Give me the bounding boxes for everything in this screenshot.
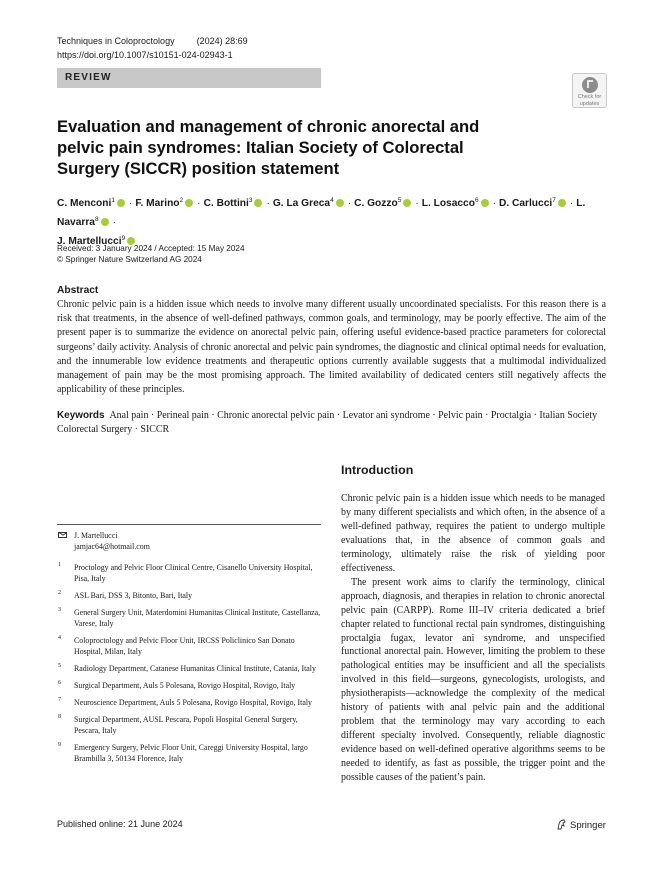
affiliation-number: 2 bbox=[58, 590, 61, 596]
author[interactable] bbox=[499, 198, 567, 209]
author-affiliation-number: 8 bbox=[94, 216, 99, 223]
keywords bbox=[57, 409, 606, 437]
affiliation-item bbox=[57, 635, 321, 657]
affiliation-list bbox=[57, 562, 321, 770]
author-separator: · bbox=[266, 198, 270, 209]
affiliation-item bbox=[57, 607, 321, 629]
author-name: L. Navarra bbox=[57, 198, 586, 228]
correspondence-name: J. Martellucci bbox=[74, 531, 118, 540]
affiliation-item bbox=[57, 742, 321, 764]
footnote-divider bbox=[57, 524, 321, 525]
orcid-icon[interactable] bbox=[481, 199, 489, 207]
author-separator: · bbox=[347, 198, 352, 209]
orcid-icon[interactable] bbox=[254, 199, 262, 207]
author-affiliation-number: 6 bbox=[474, 197, 479, 204]
author-affiliation-number: 7 bbox=[552, 197, 556, 204]
affiliation-number: 4 bbox=[58, 635, 61, 641]
author-name: D. Carlucci bbox=[498, 198, 553, 209]
affiliation-text: Emergency Surgery, Pelvic Floor Unit, Careggi University Hospital, largo Brambilla 3, 50134 Florence, Italy bbox=[74, 743, 308, 763]
affiliation-item bbox=[57, 663, 321, 674]
introduction-heading: Introduction bbox=[341, 463, 414, 477]
author-affiliation-number: 5 bbox=[397, 197, 402, 204]
author-affiliation-number: 3 bbox=[248, 197, 253, 204]
author-affiliation-number: 9 bbox=[121, 235, 126, 242]
affiliation-number: 6 bbox=[58, 680, 61, 686]
affiliation-item bbox=[57, 697, 321, 708]
affiliation-text: General Surgery Unit, Materdomini Humanitas Clinical Institute, Castellanza, Varese, Italy bbox=[74, 608, 321, 628]
orcid-icon[interactable] bbox=[117, 199, 125, 207]
orcid-icon[interactable] bbox=[185, 199, 193, 207]
journal-volume: (2024) 28:69 bbox=[196, 36, 248, 46]
author-name: C. Gozzo bbox=[354, 198, 398, 209]
doi-link[interactable]: https://doi.org/10.1007/s10151-024-02943-1 bbox=[57, 50, 233, 60]
affiliation-number: 8 bbox=[58, 714, 61, 720]
orcid-icon[interactable] bbox=[336, 199, 344, 207]
crossmark-icon bbox=[582, 77, 598, 93]
publisher-logo bbox=[556, 819, 606, 831]
author[interactable] bbox=[135, 198, 194, 209]
published-date: Published online: 21 June 2024 bbox=[57, 819, 183, 829]
author-separator: · bbox=[415, 198, 419, 209]
author-name: F. Marino bbox=[135, 198, 180, 209]
journal-header bbox=[57, 36, 248, 46]
affiliation-item bbox=[57, 714, 321, 736]
affiliation-text: Surgical Department, AUSL Pescara, Popoli Hospital General Surgery, Pescara, Italy bbox=[74, 715, 298, 735]
introduction-body bbox=[341, 492, 605, 785]
crossmark-badge[interactable] bbox=[572, 73, 607, 108]
affiliation-number: 7 bbox=[58, 697, 61, 703]
author-name: J. Martellucci bbox=[57, 236, 122, 247]
keywords-label: Keywords bbox=[57, 410, 105, 421]
affiliation-text: Radiology Department, Catanese Humanitas Clinical Institute, Catania, Italy bbox=[74, 664, 316, 673]
article-type-banner bbox=[57, 68, 321, 88]
orcid-icon[interactable] bbox=[101, 218, 109, 226]
publisher-name: Springer bbox=[570, 820, 606, 831]
affiliation-number: 9 bbox=[58, 742, 61, 748]
author[interactable] bbox=[204, 198, 264, 209]
affiliation-item bbox=[57, 562, 321, 584]
crossmark-line2: updates bbox=[579, 101, 600, 107]
affiliation-text: ASL Bari, DSS 3, Bitonto, Bari, Italy bbox=[74, 591, 193, 600]
correspondence-email[interactable]: jamjac64@hotmail.com bbox=[74, 542, 150, 551]
author-affiliation-number: 2 bbox=[179, 197, 184, 204]
author[interactable] bbox=[422, 198, 490, 209]
author[interactable] bbox=[57, 198, 126, 209]
envelope-icon bbox=[58, 532, 67, 538]
orcid-icon[interactable] bbox=[558, 199, 566, 207]
author-affiliation-number: 1 bbox=[111, 197, 115, 204]
author-affiliation-number: 4 bbox=[330, 197, 334, 204]
received-accepted: Received: 3 January 2024 / Accepted: 15 May 2024 bbox=[57, 244, 245, 253]
affiliation-number: 3 bbox=[58, 607, 61, 613]
keywords-text: Anal pain · Perineal pain · Chronic anorectal pelvic pain · Levator ani syndrome · Pelvic pain · Proctalgia · Italian Society Colorectal Surgery · SICCR bbox=[57, 410, 598, 436]
affiliation-number: 5 bbox=[58, 663, 61, 669]
affiliation-text: Coloproctology and Pelvic Floor Unit, IRCSS Policlinico San Donato Hospital, Milan, Italy bbox=[74, 636, 295, 656]
intro-paragraph: The present work aims to clarify the terminology, clinical approach, diagnosis, and therapies in relation to chronic anorectal pelvic pain (CARPP). Rome III–IV criteria dedicated a brief chapter related to functional rectal pain syndromes, distinguishing proctalgia fugax, levator ani syndrome, and unspecified functional anorectal pain. However, limiting the problem to these pathological entities may be insufficient and all the specialists involved in this field—surgeons, gynecologists, urologists, and physiotherapists—acknowledge the complexity of the medical history of patients with anal pelvic pain and the additional problem that the terminology may vary according to each different specialty involved. Consequently, reliable diagnostic evidence based on well-defined operative algorithms seems to be needed to identify, as fast as possible, the trigger point and the possible causes of the patient’s pain. bbox=[341, 576, 605, 784]
author-separator: · bbox=[492, 198, 496, 209]
author-name: G. La Greca bbox=[272, 198, 331, 209]
affiliation-item bbox=[57, 680, 321, 691]
author[interactable] bbox=[273, 198, 345, 209]
author-separator: · bbox=[112, 217, 116, 228]
abstract-text: Chronic pelvic pain is a hidden issue which needs to involve many different usually uncoordinated specialists. For this reason there is a risk that treatments, in the absence of well-defined pathways, common goals, and terminology, may be poorly effective. The aim of the present paper is to summarize the evidence on anorectal pelvic pain, offering useful evidence-based practice parameters for colorectal surgeons’ daily activity. Analysis of chronic anorectal and pelvic pain syndromes, the diagnostic and clinical optimal needs for evaluation, and the innumerable low evidence treatments and therapeutic options currently available suggests that a multimodal individualized management of pain may be the most promising approach. The limited availability of dedicated centers still negatively affects the applicability of these principles. bbox=[57, 299, 606, 396]
springer-horse-icon bbox=[556, 819, 567, 830]
affiliation-item bbox=[57, 590, 321, 601]
article-title: Evaluation and management of chronic anorectal and pelvic pain syndromes: Italian Society of Colorectal Surgery (SICCR) position statement bbox=[57, 117, 480, 178]
affiliation-number: 1 bbox=[58, 562, 61, 568]
article-dates bbox=[57, 243, 245, 265]
author-name: C. Bottini bbox=[203, 198, 249, 209]
author-separator: · bbox=[197, 198, 201, 209]
crossmark-line1: Check for bbox=[577, 94, 602, 100]
author-list bbox=[57, 193, 609, 250]
author[interactable] bbox=[354, 198, 412, 209]
copyright: © Springer Nature Switzerland AG 2024 bbox=[57, 255, 202, 264]
author-separator: · bbox=[569, 198, 574, 209]
intro-paragraph: Chronic pelvic pain is a hidden issue which needs to be managed by many different specialists and which often, in the absence of a well-defined pathway, requires the patient to undergo multiple evaluations that, in the absence of common goals and terminology, ultimately raise the risk of yielding poor effectiveness. bbox=[341, 493, 605, 574]
author-separator: · bbox=[128, 198, 133, 209]
affiliation-text: Neuroscience Department, Auls 5 Polesana, Rovigo Hospital, Rovigo, Italy bbox=[74, 698, 312, 707]
journal-name: Techniques in Coloproctology bbox=[57, 36, 175, 46]
affiliation-text: Surgical Department, Auls 5 Polesana, Rovigo Hospital, Rovigo, Italy bbox=[74, 681, 296, 690]
orcid-icon[interactable] bbox=[403, 199, 411, 207]
author-name: C. Menconi bbox=[57, 198, 112, 209]
affiliation-text: Proctology and Pelvic Floor Clinical Centre, Cisanello University Hospital, Pisa, Italy bbox=[74, 563, 313, 583]
abstract-heading: Abstract bbox=[57, 285, 99, 296]
article-type-label: REVIEW bbox=[65, 72, 112, 83]
author-name: L. Losacco bbox=[421, 198, 475, 209]
